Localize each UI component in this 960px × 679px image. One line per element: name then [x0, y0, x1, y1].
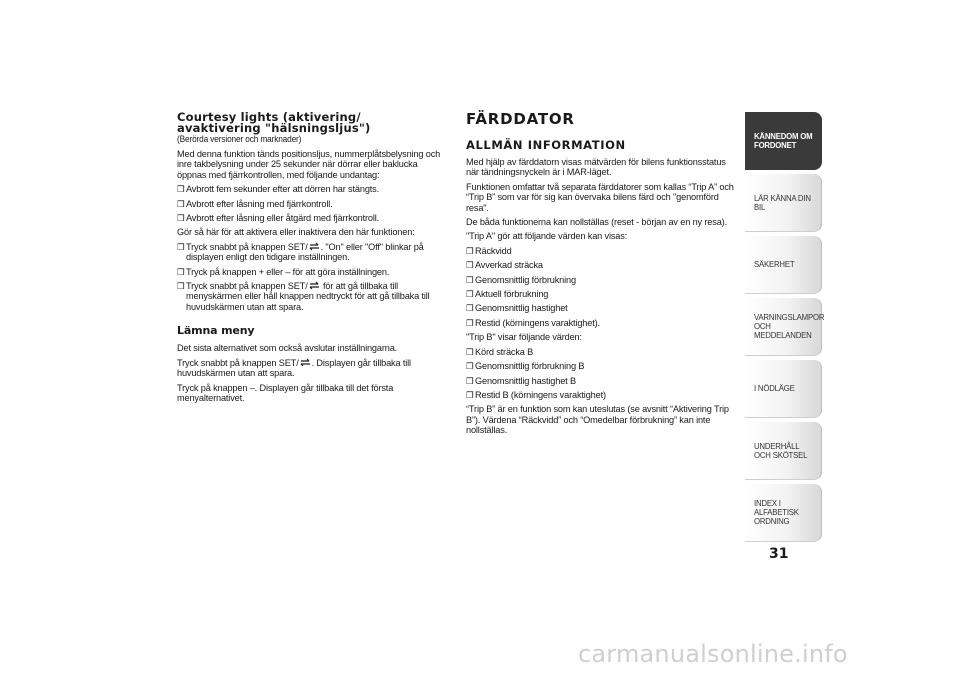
return-arrow-icon [308, 242, 321, 251]
courtesy-intro: Med denna funktion tänds positionsljus, nummerplåtsbelysning och inre takbelysning under 25 sekunder när dörrar eller baklucka öppnas med fjärrkontrollen, med följande undantag: [177, 149, 441, 180]
tab-varningslampor[interactable]: VARNINGSLAMPOR OCH MEDDELANDEN [745, 298, 822, 356]
bullet-box-icon: ❒ [177, 281, 185, 292]
bullet-box-icon: ❒ [177, 184, 185, 195]
bullet-box-icon: ❒ [466, 389, 474, 400]
step-item: ❒ Tryck snabbt på knappen SET/ för att gå tillbaka till menyskärmen eller håll knappen nedtryckt för att gå tillbaka till huvudskärmen utan att spara. [177, 281, 430, 312]
tab-lar-kanna-din-bil[interactable]: LÄR KÄNNA DIN BIL [745, 174, 822, 232]
tripA-item: ❒ Aktuell förbrukning [466, 289, 549, 300]
bullet-box-icon: ❒ [466, 317, 474, 328]
lamna-p3: Tryck på knappen –. Displayen går tillbaka till det första menyalternativet. [177, 382, 394, 403]
tab-index[interactable]: INDEX I ALFABETISK ORDNING [745, 484, 822, 542]
farddator-p1: Med hjälp av färddatorn visas mätvärden för bilens funktionsstatus när tändningsnyckeln är i MAR-läget. [466, 157, 726, 178]
courtesy-lights-heading [177, 112, 447, 134]
bullet-box-icon: ❒ [177, 241, 185, 252]
tripB-item: ❒ Genomsnittlig förbrukning B [466, 361, 585, 372]
watermark: carmanualsonline.info [578, 640, 848, 668]
tripA-item: ❒ Avverkad sträcka [466, 260, 543, 271]
bullet-box-icon: ❒ [466, 260, 474, 271]
step-item: ❒ Tryck på knappen + eller – för att göra inställningen. [177, 266, 390, 277]
farddator-closing: “Trip B” är en funktion som kan uteslutas (se avsnitt “Aktivering Trip B”). Värdena “Räckvidd” och “Omedelbar förbrukning” kan inte nollställas. [466, 404, 729, 436]
lamna-p1: Det sista alternativet som också avslutar inställningarna. [177, 343, 398, 354]
bullet-box-icon: ❒ [466, 361, 474, 372]
step-item: ❒ Tryck snabbt på knappen SET/ . "On" eller "Off" blinkar på displayen enligt den tidigare inställningen. [177, 241, 424, 263]
bullet-box-icon: ❒ [466, 303, 474, 314]
bullet-box-icon: ❒ [177, 266, 185, 277]
farddator-p2: Funktionen omfattar två separata färddatorer som kallas “Trip A” och “Trip B” som var för sig kan övervaka bilens färd och "genomförd resa". [466, 181, 734, 213]
right-column [466, 112, 740, 440]
tripA-item: ❒ Genomsnittlig förbrukning [466, 274, 576, 285]
tripB-item: ❒ Genomsnittlig hastighet B [466, 375, 576, 386]
tab-kannedom-om-fordonet[interactable]: KÄNNEDOM OM FORDONET [745, 112, 822, 170]
bullet-box-icon: ❒ [177, 198, 185, 209]
return-arrow-icon [308, 281, 321, 290]
courtesy-title-line2: avaktivering "hälsningsljus") [177, 121, 371, 135]
courtesy-subtitle: (Berörda versioner och marknader) [177, 134, 302, 144]
page-number: 31 [769, 546, 789, 562]
bullet-box-icon: ❒ [466, 375, 474, 386]
left-column [177, 112, 447, 407]
tripB-intro: "Trip B" visar följande värden: [466, 332, 582, 343]
tripB-item: ❒ Körd sträcka B [466, 346, 534, 357]
return-arrow-icon [299, 358, 312, 367]
exception-item: ❒ Avbrott efter låsning eller åtgärd med fjärrkontroll. [177, 213, 380, 224]
tripA-item: ❒ Räckvidd [466, 245, 512, 256]
tripB-item: ❒ Restid B (körningens varaktighet) [466, 389, 606, 400]
bullet-box-icon: ❒ [466, 346, 474, 357]
bullet-box-icon: ❒ [466, 289, 474, 300]
tripA-item: ❒ Genomsnittlig hastighet [466, 303, 568, 314]
tab-i-nodlage[interactable]: I NÖDLÄGE [745, 360, 822, 418]
lamna-meny-heading: Lämna meny [177, 324, 255, 338]
tripA-intro: "Trip A" gör att följande värden kan visas: [466, 231, 628, 242]
tripA-item: ❒ Restid (körningens varaktighet). [466, 317, 600, 328]
farddator-p3: De båda funktionerna kan nollställas (reset - början av en ny resa). [466, 217, 727, 228]
farddator-heading: FÄRDDATOR [466, 110, 575, 128]
bullet-box-icon: ❒ [466, 245, 474, 256]
lamna-p2: Tryck snabbt på knappen SET/ . Displayen går tillbaka till huvudskärmen utan att spara. [177, 357, 411, 379]
exception-item: ❒ Avbrott efter låsning med fjärrkontroll. [177, 198, 333, 209]
courtesy-title-line1: Courtesy lights (aktivering/ [177, 110, 361, 124]
allman-information-heading: ALLMÄN INFORMATION [466, 138, 626, 152]
tab-sakerhet[interactable]: SÄKERHET [745, 236, 822, 294]
bullet-box-icon: ❒ [177, 213, 185, 224]
chapter-tabs [745, 112, 825, 546]
bullet-box-icon: ❒ [466, 274, 474, 285]
exception-item: ❒ Avbrott fem sekunder efter att dörren har stängts. [177, 184, 380, 195]
tab-underhall-och-skotsel[interactable]: UNDERHÅLL OCH SKÖTSEL [745, 422, 822, 480]
howto-text: Gör så här för att aktivera eller inaktivera den här funktionen: [177, 227, 415, 238]
